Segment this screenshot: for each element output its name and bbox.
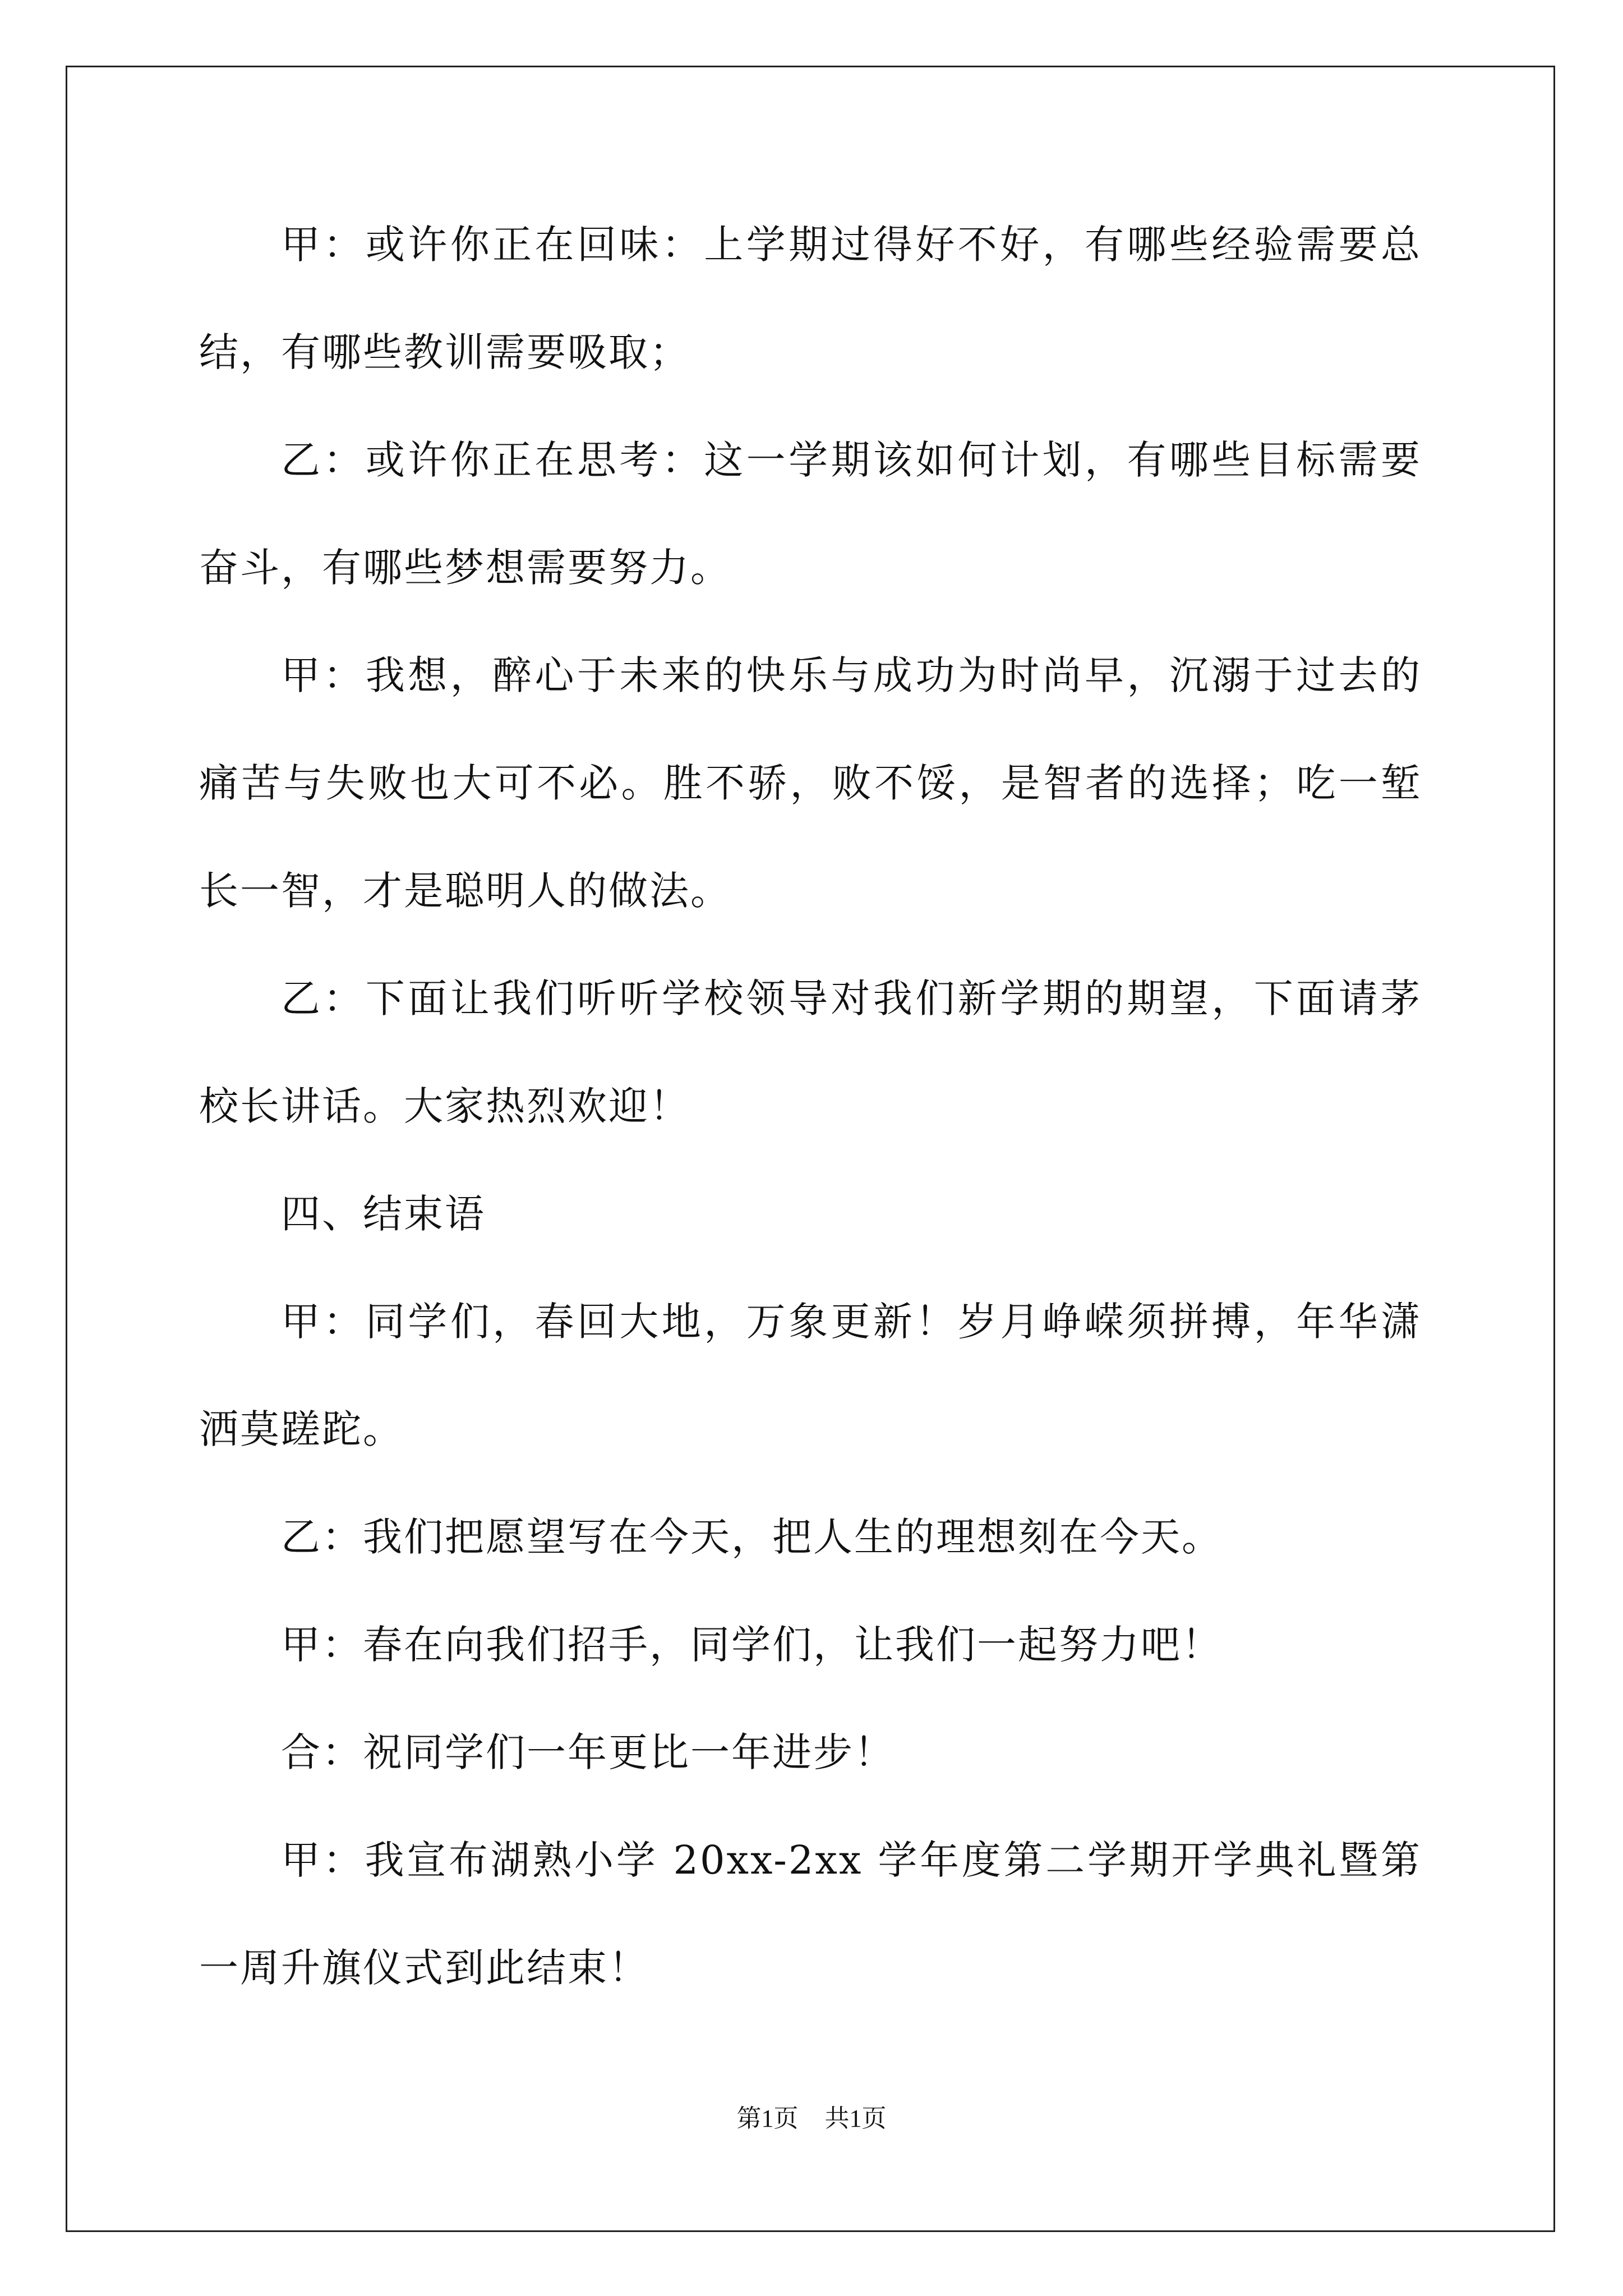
paragraph: 乙：我们把愿望写在今天，把人生的理想刻在今天。 [281, 1514, 1223, 1560]
paragraph: 甲：我想，醉心于未来的快乐与成功为时尚早，沉溺于过去的痛苦与失败也大可不必。胜不骄，败不馁，是智者的选择；吃一堑长一智，才是聪明人的做法。 [199, 652, 1422, 914]
paragraph: 甲：我宣布湖熟小学 20xx-2xx 学年度第二学期开学典礼暨第一周升旗仪式到此结束！ [199, 1837, 1422, 1991]
paragraph: 甲：春在向我们招手，同学们，让我们一起努力吧！ [281, 1622, 1223, 1668]
paragraph: 合：祝同学们一年更比一年进步！ [281, 1729, 895, 1775]
paragraph: 甲：或许你正在回味：上学期过得好不好，有哪些经验需要总结，有哪些教训需要吸取； [199, 222, 1422, 375]
page-footer [0, 2098, 1623, 2134]
page-number-current: 第1页 [736, 2105, 799, 2132]
paragraph: 乙：下面让我们听听学校领导对我们新学期的期望，下面请茅校长讲话。大家热烈欢迎！ [199, 976, 1422, 1129]
document-body [199, 191, 1422, 2022]
page-number-total: 共1页 [824, 2105, 887, 2132]
section-heading: 四、结束语 [281, 1191, 486, 1237]
paragraph: 乙：或许你正在思考：这一学期该如何计划，有哪些目标需要奋斗，有哪些梦想需要努力。 [199, 437, 1422, 591]
paragraph: 甲：同学们，春回大地，万象更新！岁月峥嵘须拼搏，年华潇洒莫蹉跎。 [199, 1299, 1422, 1452]
